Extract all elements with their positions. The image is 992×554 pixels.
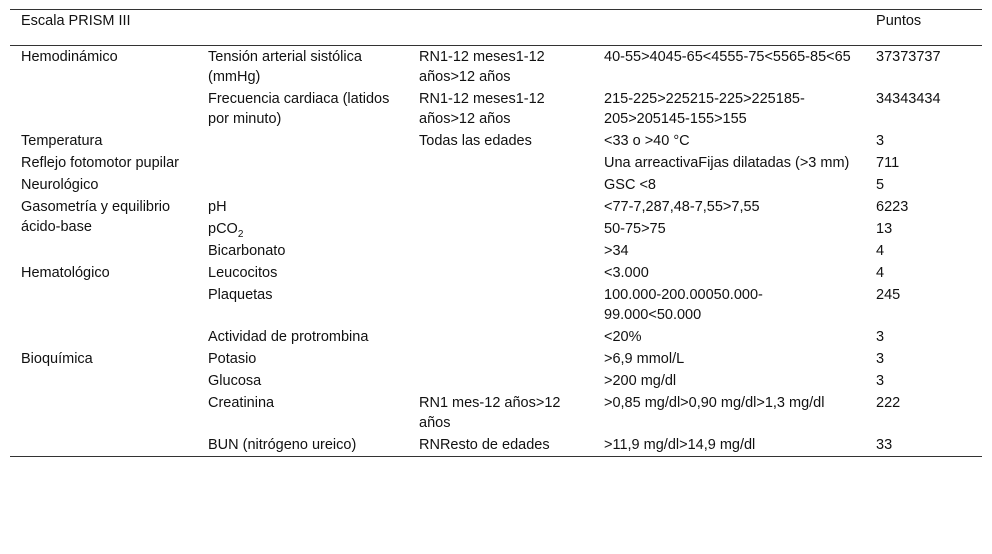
points-cell: 13 [876, 221, 893, 237]
value-cell: <3.000 [604, 265, 649, 281]
value-cell: Una arreactivaFijas dilatadas (>3 mm) [604, 155, 850, 171]
points-cell: 3 [876, 351, 885, 367]
table-row [10, 348, 982, 370]
parameter-cell [197, 218, 408, 240]
table-row [10, 46, 982, 89]
age-cell [408, 174, 593, 196]
table-row [10, 262, 982, 284]
parameter-cell [197, 174, 408, 196]
parameter-cell: pH [208, 199, 227, 215]
table-title: Escala PRISM III [21, 13, 131, 29]
category-cell: Gasometría y equilibrio ácido-base [21, 199, 171, 235]
value-cell: 40-55>4045-65<4555-75<5565-85<65 [604, 49, 851, 65]
category-cell [10, 326, 197, 348]
parameter-cell: Tensión arterial sistólica (mmHg) [208, 49, 362, 85]
table-row [10, 152, 982, 174]
points-cell: 5 [876, 177, 885, 193]
table-row [10, 174, 982, 196]
value-cell: >200 mg/dl [604, 373, 677, 389]
category-cell [10, 434, 197, 457]
parameter-cell: Potasio [208, 351, 257, 367]
table-row [10, 370, 982, 392]
parameter-cell: Leucocitos [208, 265, 278, 281]
table-row [10, 434, 982, 457]
points-cell: 34343434 [876, 91, 941, 107]
points-cell: 222 [876, 395, 901, 411]
category-cell [10, 88, 197, 130]
points-cell: 4 [876, 243, 885, 259]
age-cell [408, 262, 593, 284]
age-cell [408, 284, 593, 326]
value-cell: <33 o >40 °C [604, 133, 690, 149]
category-cell [10, 392, 197, 434]
parameter-cell [197, 130, 408, 152]
parameter-cell: BUN (nitrógeno ureico) [208, 437, 357, 453]
value-cell: <20% [604, 329, 642, 345]
points-cell: 711 [876, 155, 900, 171]
table-row [10, 284, 982, 326]
age-cell [408, 152, 593, 174]
parameter-cell: Bicarbonato [208, 243, 286, 259]
category-cell [10, 284, 197, 326]
prism-table [10, 9, 982, 457]
category-cell: Hematológico [21, 265, 110, 281]
age-cell: RN1-12 meses1-12 años>12 años [419, 91, 545, 127]
category-cell: Neurológico [21, 177, 99, 193]
parameter-cell: Glucosa [208, 373, 262, 389]
value-cell: >0,85 mg/dl>0,90 mg/dl>1,3 mg/dl [604, 395, 825, 411]
points-cell: 6223 [876, 199, 909, 215]
points-cell: 3 [876, 373, 885, 389]
age-cell: Todas las edades [419, 133, 532, 149]
points-cell: 245 [876, 287, 901, 303]
value-cell: >11,9 mg/dl>14,9 mg/dl [604, 437, 756, 453]
age-cell: RN1-12 meses1-12 años>12 años [419, 49, 545, 85]
category-cell: Temperatura [21, 133, 103, 149]
value-cell: <77-7,287,48-7,55>7,55 [604, 199, 760, 215]
age-cell [408, 240, 593, 262]
points-cell: 3 [876, 329, 885, 345]
age-cell: RNResto de edades [419, 437, 550, 453]
table-row [10, 326, 982, 348]
value-cell: 215-225>225215-225>225185-205>205145-155>155 [604, 91, 805, 127]
points-cell: 3 [876, 133, 885, 149]
age-cell [408, 196, 593, 218]
parameter-cell [197, 152, 408, 174]
points-cell: 37373737 [876, 49, 941, 65]
category-cell: Bioquímica [21, 351, 93, 367]
points-cell: 33 [876, 437, 893, 453]
parameter-cell: Frecuencia cardiaca (latidos por minuto) [208, 91, 390, 127]
table-row [10, 196, 982, 218]
category-cell [10, 370, 197, 392]
points-cell: 4 [876, 265, 885, 281]
age-cell [408, 348, 593, 370]
value-cell: >6,9 mmol/L [604, 351, 685, 367]
parameter-cell: Actividad de protrombina [208, 329, 369, 345]
points-header: Puntos [876, 13, 922, 29]
parameter-text: pCO [208, 221, 238, 237]
value-cell: 50-75>75 [604, 221, 666, 237]
value-cell: GSC <8 [604, 177, 656, 193]
subscript-text: 2 [237, 229, 244, 240]
table-row [10, 392, 982, 434]
age-cell [408, 326, 593, 348]
category-cell: Hemodinámico [21, 49, 118, 65]
value-cell: >34 [604, 243, 629, 259]
parameter-cell: Plaquetas [208, 287, 273, 303]
age-cell [408, 370, 593, 392]
value-cell: 100.000-200.00050.000-99.000<50.000 [604, 287, 763, 323]
table-header-row [10, 10, 982, 46]
age-cell [408, 218, 593, 240]
age-cell: RN1 mes-12 años>12 años [419, 395, 561, 431]
parameter-cell: Creatinina [208, 395, 275, 411]
category-cell: Reflejo fotomotor pupilar [21, 155, 179, 171]
table-row [10, 88, 982, 130]
table-row [10, 130, 982, 152]
